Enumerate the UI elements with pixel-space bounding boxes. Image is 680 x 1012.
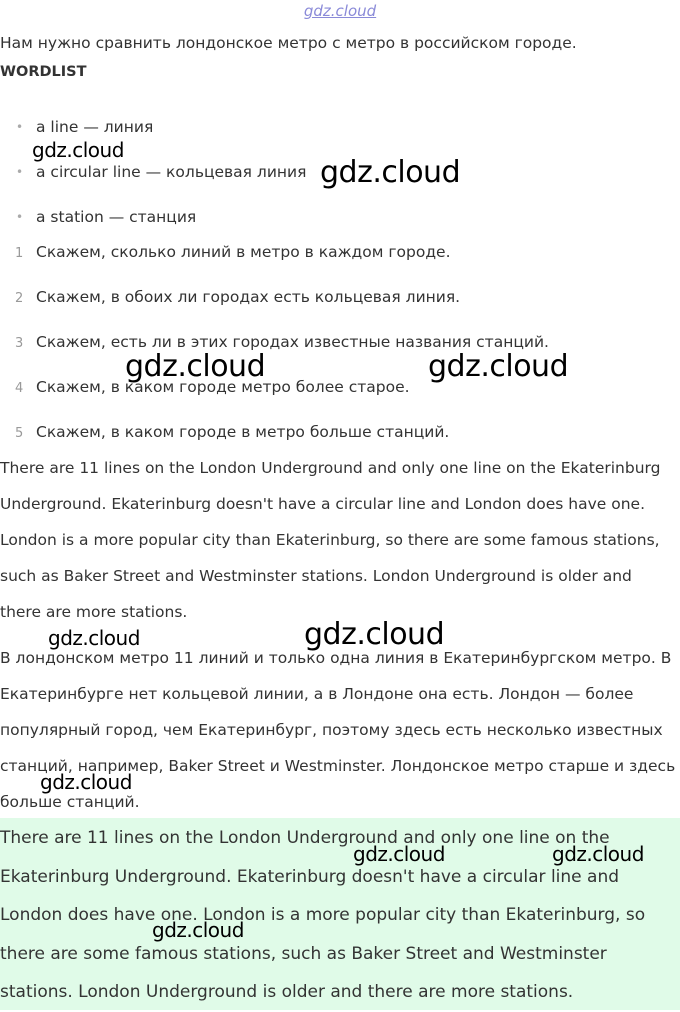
watermark: gdz.cloud: [304, 617, 445, 652]
bullet-icon: •: [16, 165, 24, 179]
watermark: gdz.cloud: [125, 349, 266, 384]
wordlist-item-text: a circular line — кольцевая линия: [36, 163, 307, 181]
task-text: Скажем, в каком городе метро более старое.: [36, 378, 410, 396]
watermark: gdz.cloud: [48, 626, 140, 650]
wordlist-item-text: a station — станция: [36, 208, 197, 226]
answer-highlight-text: There are 11 lines on the London Underground and only one line on the Ekaterinburg Underground. Ekaterinburg doesn't have a circular line and London does have one. London is a more popular city than Ekaterinburg, so there are some famous stations, such as Baker Street and Westminster stations. London Underground is older and there are more stations.: [0, 828, 646, 1003]
task-number: 5: [15, 426, 24, 441]
intro-text: Нам нужно сравнить лондонское метро с метро в российском городе.: [0, 34, 577, 52]
wordlist-heading: WORDLIST: [0, 64, 87, 80]
site-brand-link[interactable]: gdz.cloud: [303, 2, 377, 20]
task-item: [0, 288, 460, 306]
wordlist-item: [0, 163, 306, 181]
watermark: gdz.cloud: [428, 349, 569, 384]
answer-english: There are 11 lines on the London Underground and only one line on the Ekaterinburg Underground. Ekaterinburg doesn't have a circular line and London does have one. London is a more popular city than Ekaterinburg, so there are some famous stations, such as Baker Street and Westminster stations. London Underground is older and there are more stations.: [0, 459, 661, 621]
task-number: 2: [15, 291, 24, 306]
wordlist-item-text: a line — линия: [36, 118, 154, 136]
watermark: gdz.cloud: [353, 842, 445, 866]
answer-russian: В лондонском метро 11 линий и только одна линия в Екатеринбургском метро. В Екатеринбурге нет кольцевой линии, а в Лондоне она есть. Лондон — более популярный город, чем Екатеринбург, поэтому здесь есть несколько известных станций, например, Baker Street и Westminster. Лондонское метро старше и здесь больше станций.: [0, 649, 676, 811]
task-item: [0, 243, 451, 261]
task-number: 4: [15, 381, 24, 396]
wordlist-item: [0, 118, 153, 136]
task-text: Скажем, в каком городе в метро больше станций.: [36, 423, 450, 441]
watermark: gdz.cloud: [552, 842, 644, 866]
task-number: 3: [15, 336, 24, 351]
task-number: 1: [15, 246, 24, 261]
watermark: gdz.cloud: [152, 918, 244, 942]
watermark: gdz.cloud: [32, 138, 124, 162]
task-item: [0, 423, 449, 441]
task-text: Скажем, есть ли в этих городах известные названия станций.: [36, 333, 549, 351]
wordlist-item: [0, 208, 196, 226]
watermark: gdz.cloud: [40, 770, 132, 794]
watermark: gdz.cloud: [320, 155, 461, 190]
task-text: Скажем, сколько линий в метро в каждом городе.: [36, 243, 451, 261]
bullet-icon: •: [16, 210, 24, 224]
task-text: Скажем, в обоих ли городах есть кольцевая линия.: [36, 288, 461, 306]
bullet-icon: •: [16, 120, 24, 134]
